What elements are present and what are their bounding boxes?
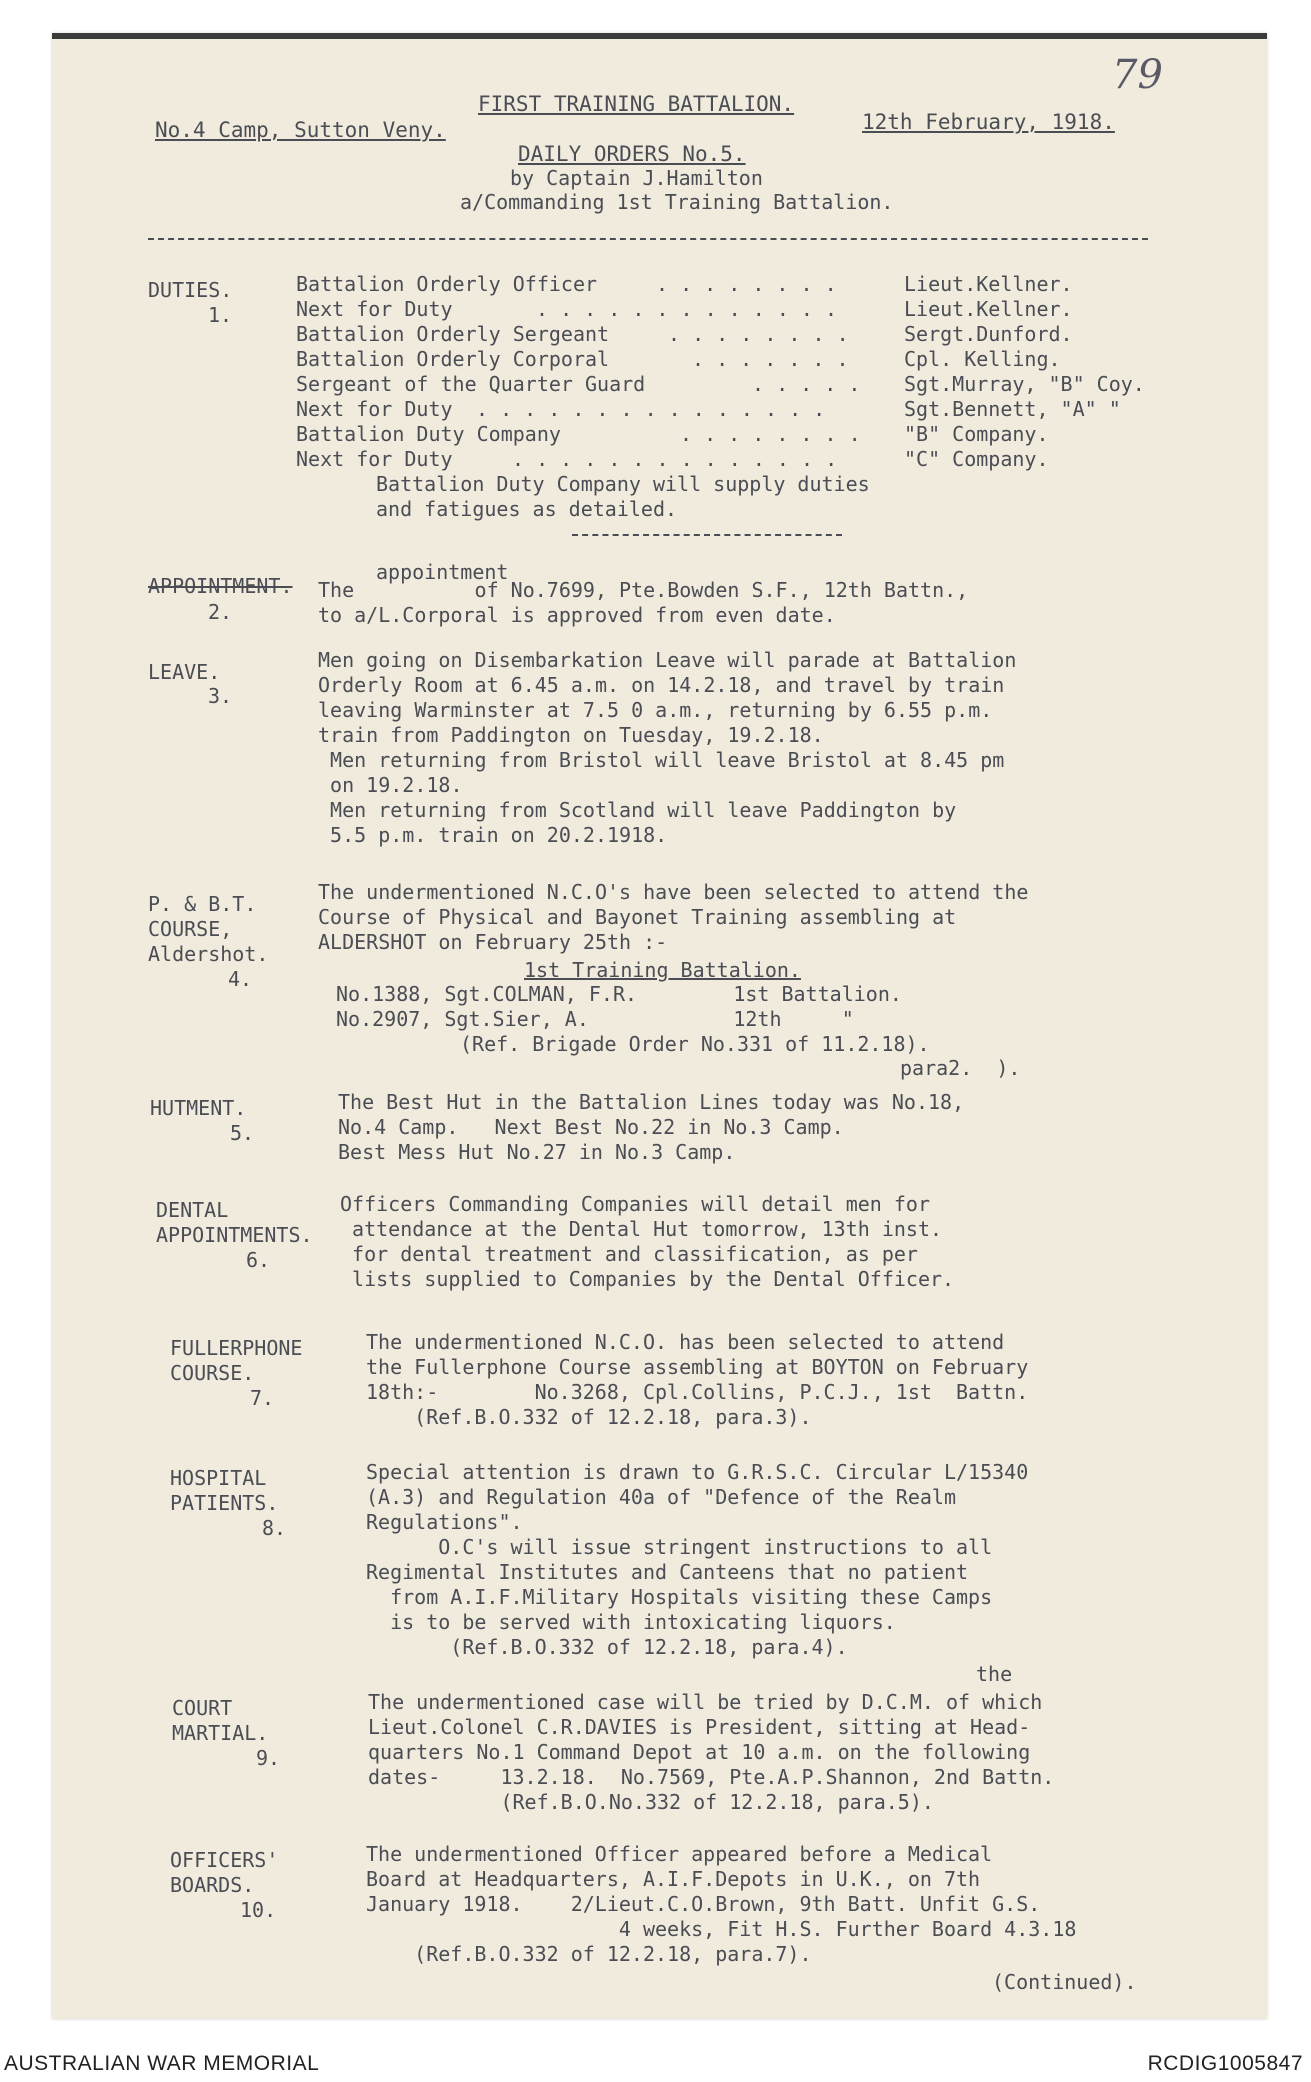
section-number: 1. <box>208 303 233 327</box>
section-number: 7. <box>250 1386 275 1410</box>
duty-row: Next for Duty . . . . . . . . . . . . . . . Sgt.Bennett, "A" " <box>296 397 1121 421</box>
section-number: 5. <box>230 1121 255 1145</box>
reference: para2. ). <box>900 1056 1021 1080</box>
duty-row: Battalion Orderly Sergeant . . . . . . . . Sergt.Dunford. <box>296 322 1073 346</box>
archive-credit: AUSTRALIAN WAR MEMORIAL <box>4 2052 320 2075</box>
body-line: to a/L.Corporal is approved from even date. <box>318 603 836 627</box>
handwritten-insert: the <box>976 1662 1013 1686</box>
list-item: No.2907, Sgt.Sier, A. 12th " <box>336 1007 854 1031</box>
section-label: APPOINTMENTS. <box>156 1223 313 1247</box>
section-label: BOARDS. <box>170 1873 255 1897</box>
section-label: PATIENTS. <box>170 1491 279 1515</box>
duty-row: Sergeant of the Quarter Guard . . . . . Sgt.Murray, "B" Coy. <box>296 372 1145 396</box>
header-camp: No.4 Camp, Sutton Veny. <box>155 118 446 142</box>
header-title: FIRST TRAINING BATTALION. <box>478 92 795 116</box>
section-label: COURSE, <box>148 917 233 941</box>
duty-row: Next for Duty . . . . . . . . . . . . . . "C" Company. <box>296 447 1049 471</box>
court-body: The undermentioned case will be tried by D.C.M. of which Lieut.Colonel C.R.DAVIES is President, sitting at Head- quarters No.1 Command Depot at 10 a.m. on the following dates- 13.2.18. No.7569, Pte.A.P.Shannon, 2nd Battn. (Ref.B.O.No.332 of 12.2.18, para.5). <box>368 1690 1055 1814</box>
fullerphone-body: The undermentioned N.C.O. has been selected to attend the Fullerphone Course assembling at BOYTON on February 18th:- No.3268, Cpl.Collins, P.C.J., 1st Battn. (Ref.B.O.332 of 12.2.18, para.3). <box>366 1330 1029 1429</box>
section-label: OFFICERS' <box>170 1848 279 1872</box>
section-number: 9. <box>256 1746 281 1770</box>
duties-note: Battalion Duty Company will supply duties <box>376 472 870 496</box>
section-label: HUTMENT. <box>150 1096 247 1120</box>
header-date: 12th February, 1918. <box>862 110 1115 134</box>
record-id: RCDIG1005847 <box>1147 2052 1303 2075</box>
section-label: COURSE. <box>170 1361 255 1385</box>
section-label: Aldershot. <box>148 942 269 966</box>
section-label: HOSPITAL <box>170 1466 267 1490</box>
subheading: 1st Training Battalion. <box>524 958 801 982</box>
pbt-body: The undermentioned N.C.O's have been selected to attend the Course of Physical and Bayonet Training assembling at ALDERSHOT on February 25th :- <box>318 880 1029 954</box>
duty-row: Next for Duty . . . . . . . . . . . . . Lieut.Kellner. <box>296 297 1073 321</box>
header-commanding: a/Commanding 1st Training Battalion. <box>460 190 894 214</box>
continued-note: (Continued). <box>992 1970 1137 1994</box>
duties-note: and fatigues as detailed. <box>376 497 678 521</box>
hospital-body: Special attention is drawn to G.R.S.C. Circular L/15340 (A.3) and Regulation 40a of "Defence of the Realm Regulations". O.C's will issue stringent instructions to all Regimental Institutes and Canteens that no patient from A.I.F.Military Hospitals visiting these Camps is to be served with intoxicating liquors. (Ref.B.O.332 of 12.2.18, para.4). <box>366 1460 1029 1659</box>
leave-body: Men going on Disembarkation Leave will parade at Battalion Orderly Room at 6.45 a.m. on 14.2.18, and travel by train leaving Warminster at 7.5 0 a.m., returning by 6.55 p.m. train from Paddington on Tuesday, 19.2.18. Men returning from Bristol will leave Bristol at 8.45 pm on 19.2.18. Men returning from Scotland will leave Paddington by 5.5 p.m. train on 20.2.1918. <box>318 648 1017 847</box>
reference: (Ref. Brigade Order No.331 of 11.2.18). <box>460 1032 930 1056</box>
list-item: No.1388, Sgt.COLMAN, F.R. 1st Battalion. <box>336 982 902 1006</box>
officers-body: The undermentioned Officer appeared before a Medical Board at Headquarters, A.I.F.Depots in U.K., on 7th January 1918. 2/Lieut.C.O.Brown, 9th Batt. Unfit G.S. 4 weeks, Fit H.S. Further Board 4.3.18 (Ref.B.O.332 of 12.2.18, para.7). <box>366 1842 1077 1966</box>
duties-list <box>296 272 1216 472</box>
section-number: 6. <box>246 1248 271 1272</box>
section-label: DUTIES. <box>148 278 233 302</box>
dental-body: Officers Commanding Companies will detail men for attendance at the Dental Hut tomorrow, 13th inst. for dental treatment and classification, as per lists supplied to Companies by the Dental Officer. <box>340 1192 955 1291</box>
duty-row: Battalion Duty Company . . . . . . . . "B" Company. <box>296 422 1049 446</box>
section-label: MARTIAL. <box>172 1721 269 1745</box>
section-label: COURT <box>172 1696 233 1720</box>
section-number: 10. <box>240 1898 277 1922</box>
section-label: LEAVE. <box>148 660 221 684</box>
section-divider <box>572 534 842 536</box>
section-label: P. & B.T. <box>148 892 257 916</box>
handwritten-insert: appointment <box>376 560 509 584</box>
header-orders: DAILY ORDERS No.5. <box>518 142 746 166</box>
section-number: 8. <box>262 1516 287 1540</box>
header-by: by Captain J.Hamilton <box>510 166 763 190</box>
duty-row: Battalion Orderly Officer . . . . . . . . Lieut.Kellner. <box>296 272 1073 296</box>
section-label: FULLERPHONE <box>170 1336 303 1360</box>
body-line: The of No.7699, Pte.Bowden S.F., 12th Battn., <box>318 578 969 602</box>
section-number: 3. <box>208 684 233 708</box>
page-number: 79 <box>1112 52 1163 98</box>
section-label: APPOINTMENT. <box>148 574 293 598</box>
section-label: DENTAL <box>156 1198 229 1222</box>
duty-row: Battalion Orderly Corporal . . . . . . . Cpl. Kelling. <box>296 347 1061 371</box>
section-number: 4. <box>228 967 253 991</box>
section-number: 2. <box>208 600 233 624</box>
hutment-body: The Best Hut in the Battalion Lines today was No.18, No.4 Camp. Next Best No.22 in No.3 Camp. Best Mess Hut No.27 in No.3 Camp. <box>338 1090 965 1164</box>
header-divider <box>148 238 1148 240</box>
